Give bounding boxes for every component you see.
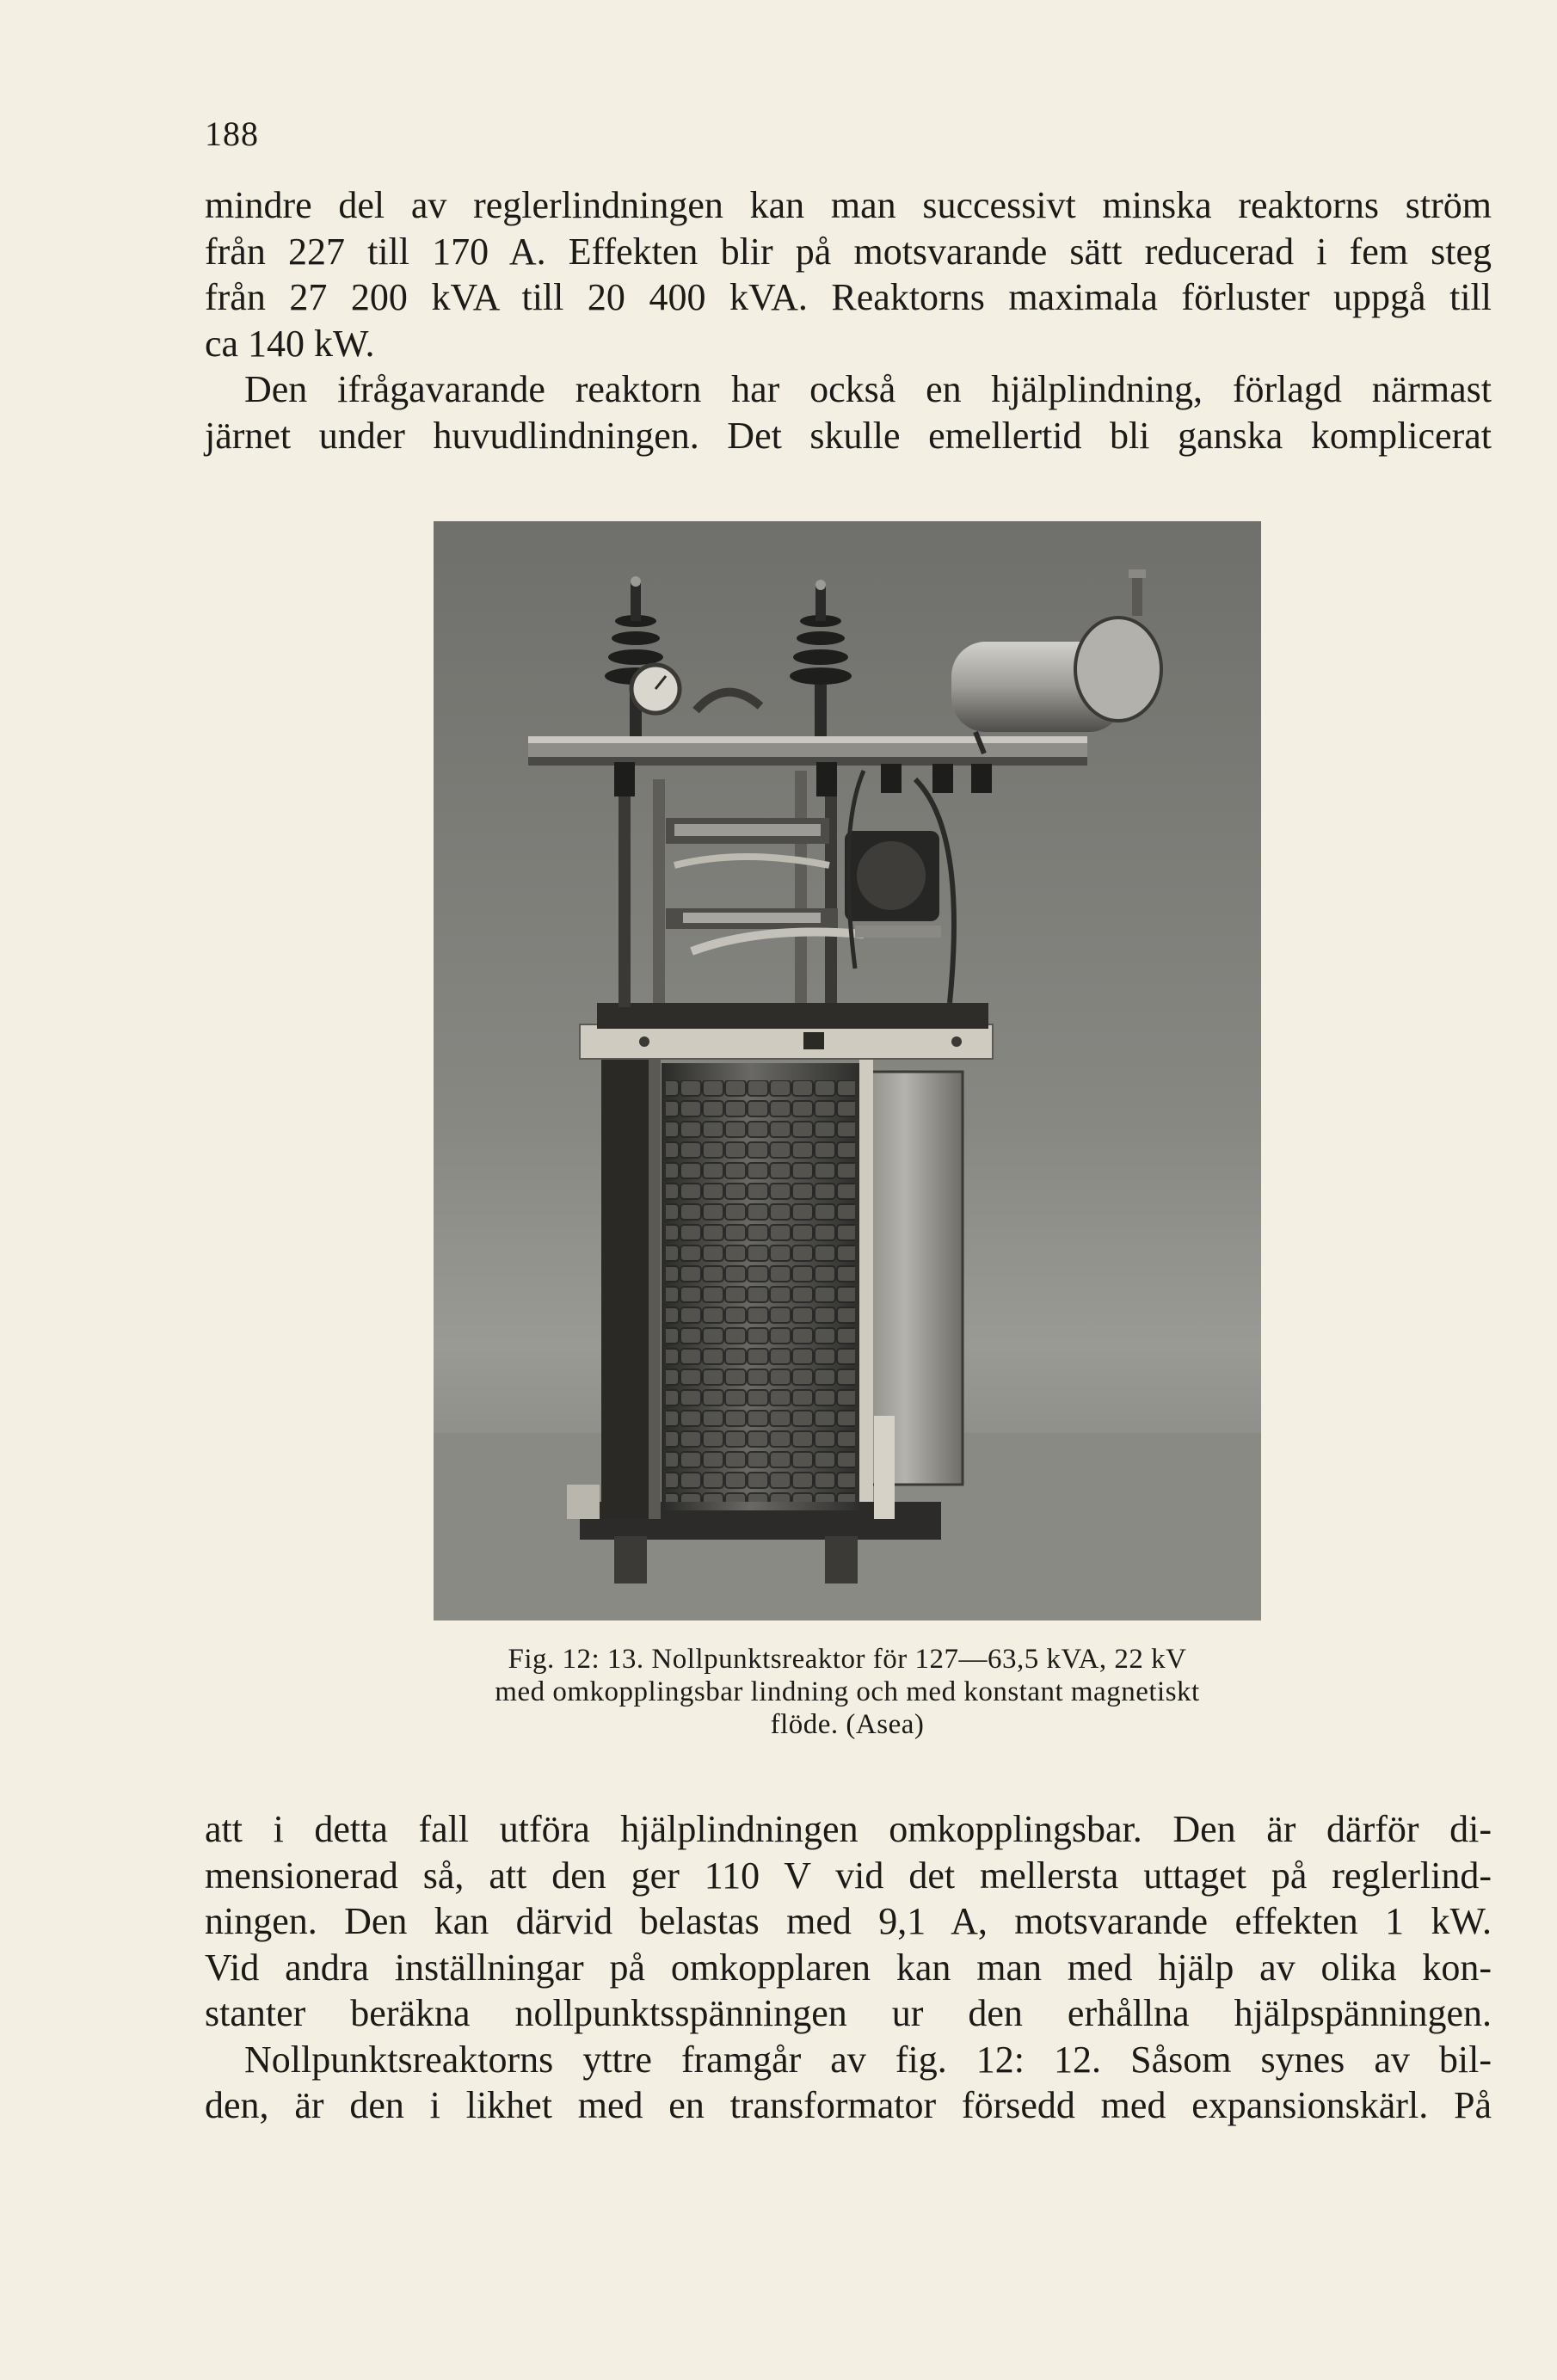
reactor-photograph [434, 521, 1261, 1620]
paragraph [205, 2037, 1492, 2129]
text-line: ca 140 kW. [205, 322, 375, 365]
text-line: Vid andra inställningar på omkopplaren kan man med hjälp av olika kon- [205, 1946, 1492, 1989]
bottom-text-block [205, 1806, 1492, 2129]
caption-line: flöde. (Asea) [770, 1709, 925, 1740]
page-number: 188 [205, 114, 259, 153]
text-line: den, är den i likhet med en transformator försedd med expansionskärl. På [205, 2084, 1492, 2126]
paragraph [205, 366, 1492, 458]
text-line: från 27 200 kVA till 20 400 kVA. Reaktorns maximala förluster uppgå till [205, 276, 1492, 318]
paragraph [205, 182, 1492, 366]
text-line: Nollpunktsreaktorns yttre framgår av fig. 12: 12. Såsom synes av bil- [244, 2038, 1492, 2081]
caption-line: Fig. 12: 13. Nollpunktsreaktor för 127—63,5 kVA, 22 kV [508, 1644, 1187, 1675]
caption-line: med omkopplingsbar lindning och med konstant magnetiskt [495, 1676, 1200, 1707]
text-line: ningen. Den kan därvid belastas med 9,1 A, motsvarande effekten 1 kW. [205, 1900, 1492, 1942]
text-line: järnet under huvudlindningen. Det skulle emellertid bli ganska komplicerat [205, 414, 1492, 457]
text-line: Den ifrågavarande reaktorn har också en hjälplindning, förlagd närmast [244, 368, 1492, 410]
text-line: att i detta fall utföra hjälplindningen omkopplingsbar. Den är därför di- [205, 1808, 1492, 1850]
paragraph [205, 1806, 1492, 2037]
figure-caption [434, 1643, 1261, 1741]
text-line: mensionerad så, att den ger 110 V vid det mellersta uttaget på reglerlind- [205, 1854, 1492, 1897]
text-line: från 227 till 170 A. Effekten blir på motsvarande sätt reducerad i fem steg [205, 230, 1492, 273]
text-line: mindre del av reglerlindningen kan man successivt minska reaktorns ström [205, 184, 1492, 226]
top-text-block [205, 182, 1492, 458]
text-line: stanter beräkna nollpunktsspänningen ur den erhållna hjälpspänningen. [205, 1992, 1492, 2034]
